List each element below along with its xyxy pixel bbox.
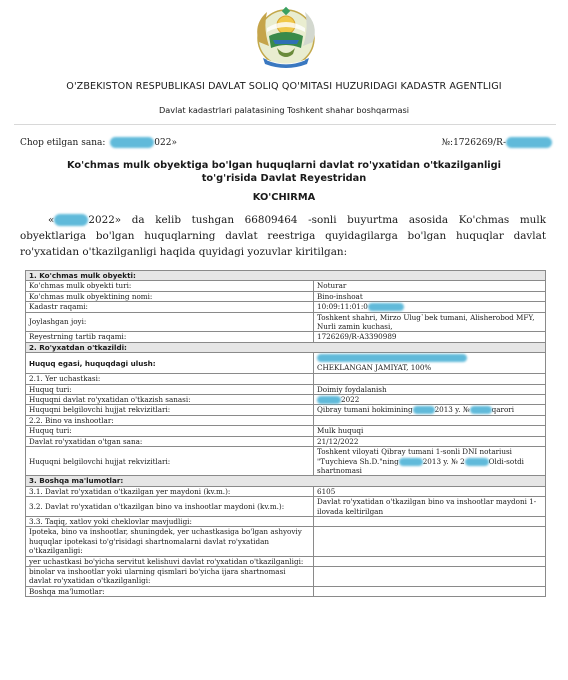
section-header xyxy=(26,271,546,281)
table-row xyxy=(26,426,546,436)
print-date-label: Chop etilgan sana: xyxy=(20,138,106,148)
section-header xyxy=(26,342,546,352)
row-label: yer uchastkasi bo'yicha servitut kelishuvi davlat ro'yxatidan o'tkazilganligi: xyxy=(26,556,314,566)
doc-text: Qibray tumani hokimining xyxy=(317,405,413,415)
table-row xyxy=(26,497,546,517)
row-value xyxy=(314,586,546,596)
table-row xyxy=(26,395,546,405)
table-row xyxy=(26,447,546,476)
row-value: Noturar xyxy=(314,281,546,291)
row-label: Huquqni davlat ro'yxatidan o'tkazish sanasi: xyxy=(26,395,314,405)
intro-text: da kelib tushgan 66809464 -sonli buyurtma asosida Ko'chmas mulk obyektlariga bo'lgan huquqlarning davlat reestriga quyidagilarga bo'lgan huquqlar davlat ro'yxatidan o'tkazilganligi haqida quyidagi yozuvlar kiritilgan: xyxy=(20,214,546,258)
table-row xyxy=(26,405,546,415)
redaction-mark xyxy=(317,396,341,404)
row-label: Huquq egasi, huquqdagi ulush: xyxy=(26,353,314,374)
print-date xyxy=(20,137,177,148)
subsection-title: 2.1. Yer uchastkasi: xyxy=(26,374,314,384)
cadastre-number: 10:09:11:01:0 xyxy=(317,302,368,312)
table-row xyxy=(26,516,546,526)
row-label: Joylashgan joyi: xyxy=(26,312,314,332)
doc-text: shartnomasi xyxy=(317,465,362,475)
section-title: 3. Boshqa ma'lumotlar: xyxy=(26,476,546,486)
subagency-name: Davlat kadastrlari palatasining Toshkent shahar boshqarmasi xyxy=(158,105,410,115)
header-divider xyxy=(14,124,556,125)
row-label: Kadastr raqami: xyxy=(26,302,314,312)
row-value: 1726269/R-A3390989 xyxy=(314,332,546,342)
doc-text: "Tuychieva Sh.D."ning xyxy=(317,456,399,466)
redaction-mark xyxy=(470,406,492,414)
row-value xyxy=(314,353,546,374)
doc-text: 2013 y. № 2 xyxy=(422,456,465,466)
row-value xyxy=(314,516,546,526)
row-label: Huquqni belgilovchi hujjat rekvizitlari: xyxy=(26,405,314,415)
agency-name: O'ZBEKISTON RESPUBLIKASI DAVLAT SOLIQ QO'MITASI HUZURIDAGI KADASTR AGENTLIGI xyxy=(66,81,502,92)
table-row xyxy=(26,312,546,332)
row-value: Bino-inshoat xyxy=(314,291,546,301)
row-value xyxy=(314,527,546,556)
row-label: Davlat ro'yxatidan o'tgan sana: xyxy=(26,436,314,446)
state-emblem-icon xyxy=(249,2,323,70)
redaction-mark xyxy=(317,354,467,362)
table-row xyxy=(26,436,546,446)
document-title: Ko'chmas mulk obyektiga bo'lgan huquqlarni davlat ro'yxatidan o'tkazilganligi to'g'risida Davlat Reyestridan xyxy=(66,160,502,184)
redaction-mark xyxy=(413,406,435,414)
document-number-label: №:1726269/R- xyxy=(441,138,506,148)
print-date-suffix: 022» xyxy=(154,138,177,148)
row-value xyxy=(314,415,546,425)
section-title: 2. Ro'yxatdan o'tkazildi: xyxy=(26,342,546,352)
row-value: Davlat ro'yxatidan o'tkazilgan bino va inshootlar maydoni 1-ilovada keltirilgan xyxy=(314,497,546,517)
intro-open-quote: « xyxy=(48,214,55,226)
table-row xyxy=(26,332,546,342)
row-label: Ko'chmas mulk obyekti turi: xyxy=(26,281,314,291)
registry-table xyxy=(25,270,546,597)
row-label: 3.3. Taqiq, xatlov yoki cheklovlar mavjudligi: xyxy=(26,516,314,526)
row-value: Doimiy foydalanish xyxy=(314,384,546,394)
land-date: 2022 xyxy=(341,395,360,405)
redaction-mark xyxy=(506,137,552,148)
row-value: Mulk huquqi xyxy=(314,426,546,436)
redaction-mark xyxy=(368,303,404,311)
doc-text: 2013 y. № xyxy=(434,405,470,415)
table-row xyxy=(26,291,546,301)
row-label: Huquq turi: xyxy=(26,426,314,436)
table-row xyxy=(26,586,546,596)
row-label: Reyestrning tartib raqami: xyxy=(26,332,314,342)
owner-value: CHEKLANGAN JAMIYAT, 100% xyxy=(317,362,432,372)
row-label: Huquq turi: xyxy=(26,384,314,394)
row-label: Ko'chmas mulk obyektining nomi: xyxy=(26,291,314,301)
doc-text: Oldi-sotdi xyxy=(488,456,524,466)
table-row xyxy=(26,281,546,291)
table-row xyxy=(26,302,546,312)
row-value xyxy=(314,395,546,405)
row-label: 3.1. Davlat ro'yxatidan o'tkazilgan yer maydoni (kv.m.): xyxy=(26,486,314,496)
redaction-mark xyxy=(54,214,88,226)
table-row xyxy=(26,374,546,384)
row-value: 21/12/2022 xyxy=(314,436,546,446)
table-row xyxy=(26,566,546,586)
row-value xyxy=(314,374,546,384)
row-value xyxy=(314,566,546,586)
subsection-title: 2.2. Bino va inshootlar: xyxy=(26,415,314,425)
row-value: 6105 xyxy=(314,486,546,496)
section-title: 1. Ko'chmas mulk obyekti: xyxy=(26,271,546,281)
redaction-mark xyxy=(110,137,154,148)
row-label: Boshqa ma'lumotlar: xyxy=(26,586,314,596)
row-label: 3.2. Davlat ro'yxatidan o'tkazilgan bino va inshootlar maydoni (kv.m.): xyxy=(26,497,314,517)
intro-date-part: 2022» xyxy=(88,214,122,226)
row-label: Huquqni belgilovchi hujjat rekvizitlari: xyxy=(26,447,314,476)
doc-text: qarori xyxy=(491,405,515,415)
document-subtitle: KO'CHIRMA xyxy=(252,192,316,203)
row-value xyxy=(314,556,546,566)
row-value xyxy=(314,302,546,312)
row-label: Ipoteka, bino va inshootlar, shuningdek, yer uchastkasiga bo'lgan ashyoviy huquqlar ipotekasi to'g'risidagi shartnomalarni davlat ro'yxatidan o'tkazilganligi: xyxy=(26,527,314,556)
document-number xyxy=(442,137,552,148)
table-row xyxy=(26,384,546,394)
section-header xyxy=(26,476,546,486)
table-row xyxy=(26,353,546,374)
row-label: binolar va inshootlar yoki ularning qismlari bo'yicha ijara shartnomasi davlat ro'yxatidan o'tkazilganligi: xyxy=(26,566,314,586)
doc-text: Toshkent viloyati Qibray tumani 1-sonli DNI notariusi xyxy=(317,447,512,457)
table-row xyxy=(26,486,546,496)
redaction-mark xyxy=(465,458,489,466)
intro-paragraph xyxy=(20,212,546,260)
row-value xyxy=(314,405,546,415)
table-row xyxy=(26,527,546,556)
row-value: Toshkent shahri, Mirzo Ulug`bek tumani, Alisherobod MFY, Nurli zamin kuchasi, xyxy=(314,312,546,332)
table-row xyxy=(26,415,546,425)
row-value xyxy=(314,447,546,476)
redaction-mark xyxy=(399,458,423,466)
table-row xyxy=(26,556,546,566)
